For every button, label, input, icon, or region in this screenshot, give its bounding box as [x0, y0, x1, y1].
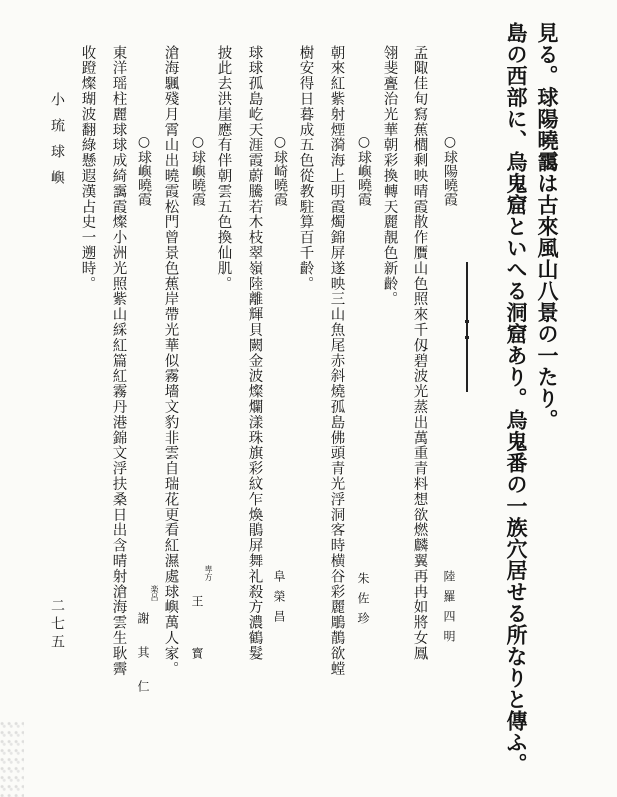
- poem-line: 朝來紅紫射煙漪海上明霞燭錦屏遂映三山魚尾赤斜燒孤島佛頭青光浮洞客時横谷彩麗鵰鶄欲螳: [328, 45, 345, 677]
- poem-title: ○球嶼曉霞: [190, 134, 206, 206]
- poem-title: ○球嶼曉霞: [356, 134, 372, 206]
- poem-author: 朱佐珍: [356, 572, 370, 632]
- running-head: 小琉球嶼: [49, 92, 65, 196]
- poem-line: 東洋瑶柱麗球球成綺靄霞燦小洲光照紫山綵紅篇紅霧丹港錦文浮扶桑日出含晴射滄海雲生耿霽: [110, 45, 127, 677]
- poem-line: 滄海颿殘月霄山出曉霞松門曾景色蕉岸帶光華似霧墻文豹非雲自瑞花更看紅濕處球嶼萬人家。: [162, 45, 179, 677]
- poem-line: 披此去洪崖應有伴朝雲五色換仙肌。: [215, 45, 232, 292]
- author-note: 卑方: [204, 565, 213, 581]
- poem-title: ○球崎曉霞: [272, 134, 288, 206]
- prose-column-1: 見る。球陽曉靄は古來風山八景の一たり。: [535, 22, 560, 431]
- poem-line: 孟陬佳旬寫蕉櫚剩映晴霞散作贋山色照來千仭碧波光蒸出萬重青料想欲燃麟翼再冉如將女鳳: [411, 45, 428, 661]
- poem-line: 球球孤島屹天涯霞蔚騰若木枝翠嶺陸離輝貝闕金波燦爛漾珠旗彩紋乍煥鵑屏舞礼殺方濃鶴髮: [246, 45, 263, 661]
- section-divider: [466, 262, 468, 392]
- poem-title: ○球嶼曉霞: [136, 134, 152, 206]
- author-note: 楽呂: [150, 585, 159, 601]
- poem-author: 王寳: [190, 595, 204, 699]
- poem-title: ○球陽曉霞: [442, 134, 458, 206]
- poem-line: 翎斐亹治光華朝彩換轉天麗靚色新齡。: [381, 45, 398, 307]
- poem-author: 陸羅四明: [442, 570, 456, 650]
- paper-edge-noise: [0, 720, 24, 797]
- page-number: 二七五: [49, 598, 65, 652]
- poem-line: 收蹬燦瑚波翻綠懸遐漢占史一遡時。: [79, 45, 96, 292]
- poem-author: 謝其仁: [136, 612, 150, 714]
- poem-line: 樹安得日暮成五色從教駐算百千齡。: [297, 45, 314, 292]
- poem-author: 阜榮昌: [272, 570, 286, 630]
- prose-column-2: 島の西部に、烏鬼窟といへる洞窟あり。烏鬼番の一族穴居せる所なりと傳ふ。: [504, 22, 529, 775]
